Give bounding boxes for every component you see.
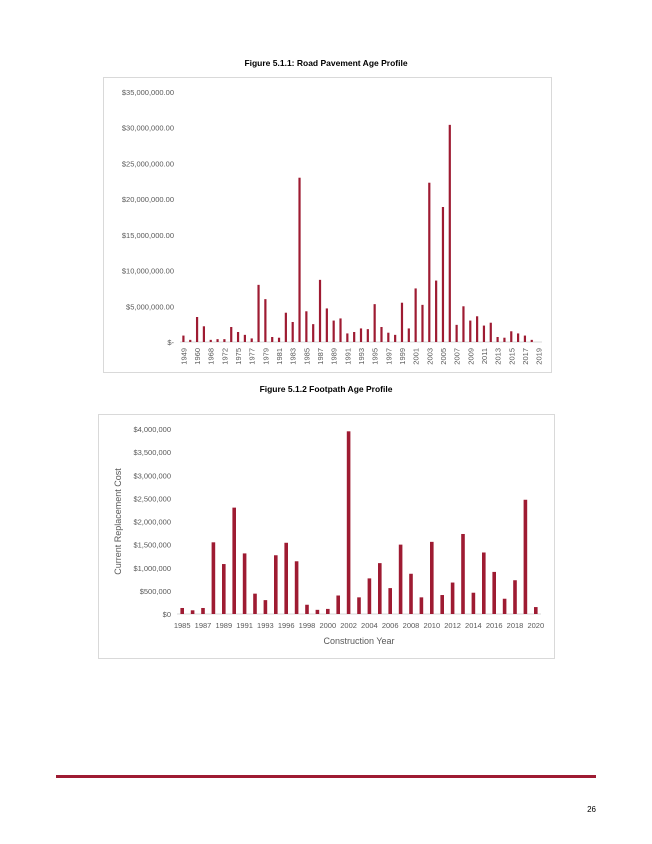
bar-2006 <box>388 588 392 614</box>
y-tick-label: $0 <box>162 610 171 619</box>
bar-2004 <box>368 578 372 614</box>
bar-1999 <box>401 303 403 342</box>
x-tick-label: 1999 <box>397 348 407 365</box>
bar-2007 <box>456 325 458 342</box>
bar-2012 <box>451 583 455 614</box>
y-tick-label: $35,000,000.00 <box>121 88 174 97</box>
x-tick-label: 1981 <box>275 348 285 365</box>
x-tick-label: 2007 <box>452 348 462 365</box>
bar-2016 <box>517 333 519 342</box>
bar-1967 <box>203 326 205 342</box>
y-tick-label: $1,000,000 <box>133 563 171 573</box>
bar-1980 <box>271 337 273 342</box>
bar-1987 <box>319 280 321 342</box>
x-tick-label: 2003 <box>425 348 435 365</box>
x-tick-label: 2008 <box>402 621 420 630</box>
x-tick-label: 1949 <box>179 348 189 365</box>
x-tick-label: 2013 <box>493 348 503 365</box>
bar-2007 <box>399 545 403 614</box>
road-chart-frame <box>103 77 552 373</box>
footer-rule <box>56 775 596 778</box>
bar-1975 <box>237 332 239 342</box>
x-tick-label: 2018 <box>506 621 524 630</box>
x-tick-label: 1987 <box>194 621 212 630</box>
bar-1989 <box>222 564 226 614</box>
bar-2019 <box>524 500 528 614</box>
page-number: 26 <box>587 805 596 814</box>
x-tick-label: 2001 <box>411 348 421 365</box>
bar-1986 <box>191 610 195 614</box>
bar-2009 <box>469 321 471 342</box>
bar-1971 <box>216 339 218 342</box>
y-tick-label: $25,000,000.00 <box>121 159 174 169</box>
x-tick-label: 2000 <box>319 621 337 630</box>
x-tick-label: 2019 <box>534 348 544 365</box>
bar-1991 <box>346 333 348 342</box>
y-tick-label: $15,000,000.00 <box>121 230 174 240</box>
bar-1978 <box>257 285 259 342</box>
bar-2014 <box>503 338 505 342</box>
x-tick-label: 2011 <box>479 348 489 365</box>
footpath-chart-frame <box>98 414 555 659</box>
x-tick-label: 2010 <box>423 621 441 630</box>
x-tick-label: 1993 <box>257 621 274 630</box>
bar-1996 <box>284 543 288 614</box>
x-tick-label: 1979 <box>261 348 271 365</box>
bar-1979 <box>264 299 266 342</box>
x-tick-label: 2016 <box>485 621 503 630</box>
bar-2003 <box>357 597 361 614</box>
bar-2011 <box>440 595 444 614</box>
bar-1994 <box>274 555 278 614</box>
y-axis-title: Current Replacement Cost <box>113 468 123 575</box>
bar-2015 <box>510 331 512 342</box>
x-tick-label: 2012 <box>444 621 461 630</box>
bar-2015 <box>482 552 486 614</box>
bar-1997 <box>295 561 299 614</box>
x-tick-label: 2009 <box>466 348 476 365</box>
bar-1982 <box>285 313 287 342</box>
bar-2006 <box>449 125 451 342</box>
bar-2002 <box>347 431 351 614</box>
x-tick-label: 1972 <box>220 348 230 365</box>
bar-2005 <box>442 207 444 342</box>
bar-1988 <box>212 542 216 614</box>
bar-1977 <box>251 338 253 342</box>
x-tick-label: 2020 <box>527 621 545 630</box>
y-tick-label: $- <box>167 338 174 347</box>
bar-1995 <box>374 304 376 342</box>
bar-2016 <box>492 572 496 614</box>
x-tick-label: 2002 <box>340 621 357 630</box>
x-tick-label: 1987 <box>316 348 326 365</box>
x-tick-label: 1993 <box>357 348 366 365</box>
bar-2001 <box>336 596 340 615</box>
road-pavement-chart <box>104 78 551 372</box>
y-tick-label: $2,500,000 <box>133 494 171 504</box>
bar-1959 <box>189 340 191 342</box>
bar-1990 <box>339 318 341 342</box>
bar-1989 <box>333 321 335 342</box>
bar-1991 <box>243 553 247 614</box>
bar-1968 <box>210 340 212 342</box>
x-tick-label: 1998 <box>298 621 316 630</box>
x-tick-label: 2004 <box>361 621 378 630</box>
bar-2009 <box>420 597 424 614</box>
bar-2003 <box>428 183 430 342</box>
x-tick-label: 1989 <box>329 348 339 365</box>
x-tick-label: 1960 <box>193 348 203 365</box>
bar-1983 <box>292 322 294 342</box>
x-tick-label: 1989 <box>215 621 233 630</box>
y-tick-label: $2,000,000 <box>133 517 171 527</box>
figure-caption-road: Figure 5.1.1: Road Pavement Age Profile <box>244 58 408 68</box>
bar-2011 <box>483 326 485 342</box>
bar-1992 <box>253 594 257 614</box>
bar-1992 <box>353 332 355 342</box>
x-tick-label: 1983 <box>288 348 298 365</box>
x-tick-label: 1985 <box>173 621 191 630</box>
bar-1993 <box>264 600 268 614</box>
bar-1972 <box>223 339 225 342</box>
bar-2014 <box>472 593 476 614</box>
y-tick-label: $30,000,000.00 <box>121 123 174 133</box>
bar-1993 <box>360 328 362 342</box>
bar-2010 <box>430 542 434 614</box>
x-tick-label: 1991 <box>343 348 353 365</box>
y-tick-label: $5,000,000.00 <box>126 302 174 312</box>
bar-1998 <box>394 335 396 342</box>
y-tick-label: $3,500,000 <box>133 448 171 458</box>
bar-1987 <box>201 608 205 614</box>
bar-2017 <box>524 336 526 342</box>
bar-1998 <box>305 605 309 614</box>
bar-1976 <box>244 335 246 342</box>
x-tick-label: 2017 <box>520 348 530 365</box>
bar-2008 <box>409 574 413 614</box>
x-tick-label: 1977 <box>247 348 257 365</box>
figure-caption-footpath: Figure 5.1.2 Footpath Age Profile <box>259 384 393 394</box>
bar-2010 <box>476 316 478 342</box>
y-tick-label: $3,000,000 <box>133 471 171 481</box>
bar-1984 <box>298 178 300 342</box>
y-tick-label: $4,000,000 <box>133 425 171 434</box>
bar-1985 <box>305 311 307 342</box>
x-tick-label: 1975 <box>234 348 244 365</box>
bar-1990 <box>232 508 236 614</box>
bar-2000 <box>326 609 330 614</box>
bar-1988 <box>326 308 328 342</box>
x-tick-label: 1968 <box>206 348 216 365</box>
bar-2001 <box>415 288 417 342</box>
bar-1985 <box>180 608 184 614</box>
y-tick-label: $500,000 <box>139 586 171 596</box>
bar-2020 <box>534 607 538 614</box>
bar-2018 <box>531 340 533 342</box>
bar-1986 <box>312 324 314 342</box>
x-tick-label: 2005 <box>438 348 448 365</box>
y-tick-label: $1,500,000 <box>133 540 171 550</box>
bar-2018 <box>513 580 517 614</box>
bar-1981 <box>278 338 280 342</box>
x-tick-label: 2014 <box>465 621 482 630</box>
bar-2000 <box>408 328 410 342</box>
y-tick-label: $10,000,000.00 <box>121 266 174 276</box>
bar-2017 <box>503 599 507 614</box>
bar-1960 <box>196 317 198 342</box>
bar-2013 <box>497 337 499 342</box>
x-tick-label: 1985 <box>302 348 312 365</box>
bar-2008 <box>462 306 464 342</box>
x-tick-label: 1996 <box>277 621 295 630</box>
bar-2013 <box>461 534 465 614</box>
bar-1994 <box>367 329 369 342</box>
bar-2005 <box>378 563 382 614</box>
y-tick-label: $20,000,000.00 <box>121 195 174 205</box>
bar-1997 <box>387 333 389 342</box>
bar-2012 <box>490 323 492 342</box>
x-tick-label: 2015 <box>507 348 517 365</box>
bar-2004 <box>435 281 437 342</box>
bar-2002 <box>421 305 423 342</box>
bar-1973 <box>230 327 232 342</box>
x-tick-label: 1995 <box>370 348 380 365</box>
footpath-chart <box>99 415 554 658</box>
bar-1999 <box>316 610 320 614</box>
x-tick-label: 1991 <box>236 621 253 630</box>
x-axis-title: Construction Year <box>323 636 395 646</box>
x-tick-label: 2006 <box>381 621 399 630</box>
x-tick-label: 1997 <box>384 348 394 365</box>
bar-1949 <box>182 336 184 342</box>
bar-1996 <box>380 327 382 342</box>
